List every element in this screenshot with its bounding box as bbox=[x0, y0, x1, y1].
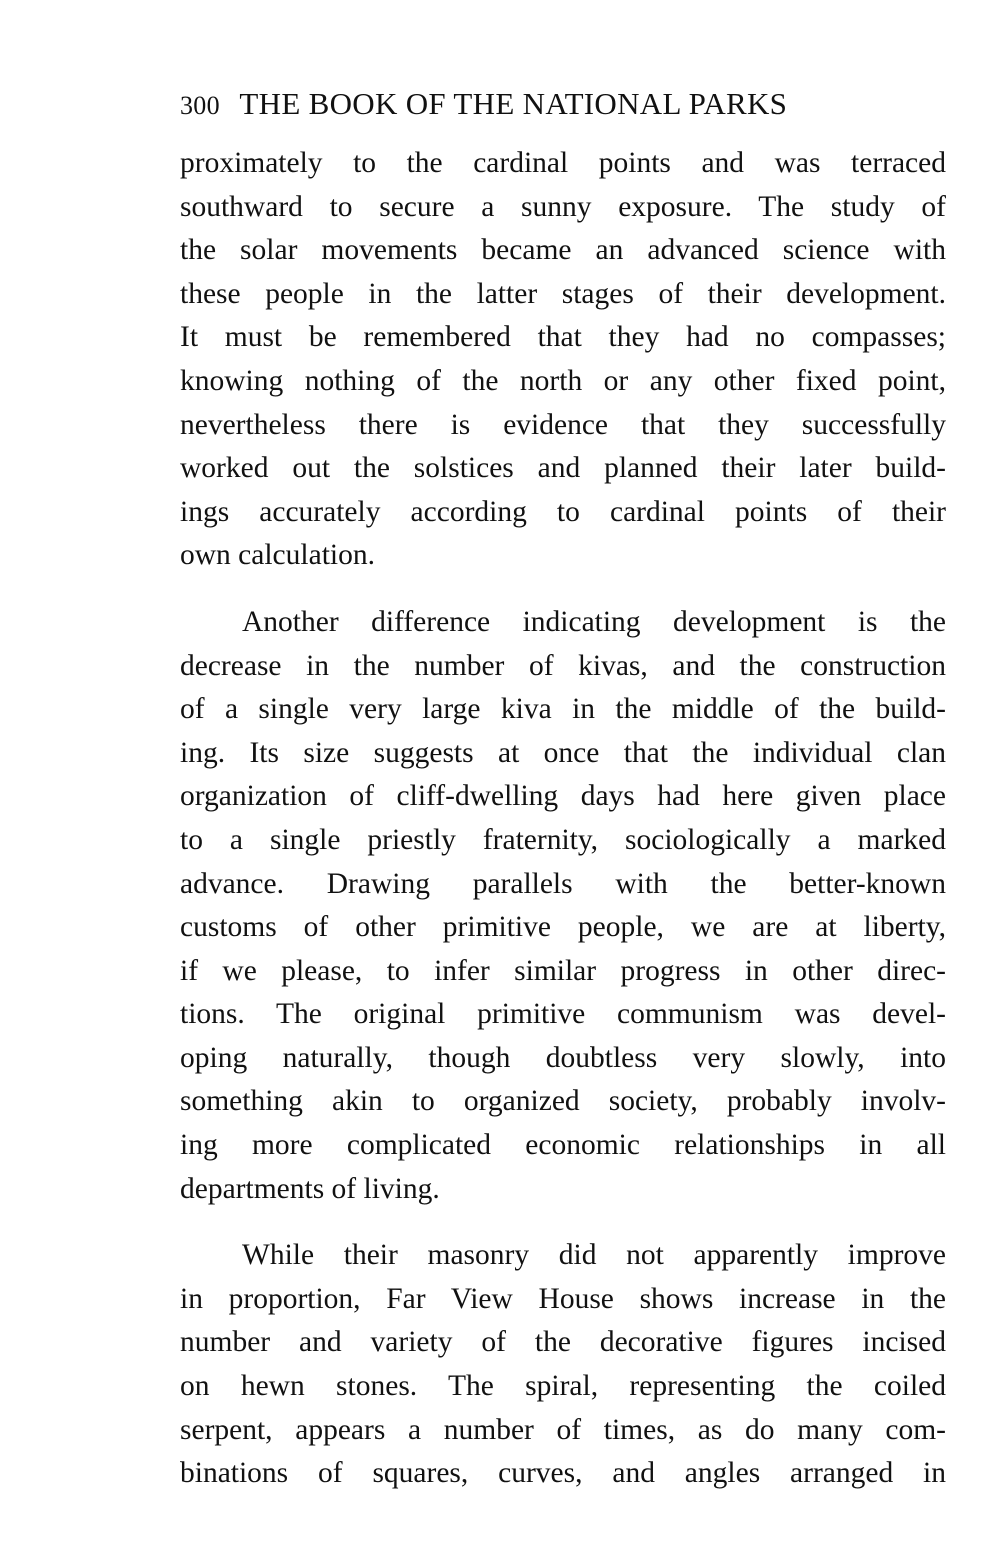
text-line: of a single very large kiva in the middle of the build- bbox=[180, 693, 946, 726]
running-header bbox=[180, 86, 946, 122]
text-line: It must be remembered that they had no compasses; bbox=[180, 321, 946, 354]
page-number: 300 bbox=[180, 91, 220, 120]
page-body bbox=[180, 142, 946, 1496]
text-line: While their masonry did not apparently improve bbox=[242, 1239, 946, 1272]
text-line: advance. Drawing parallels with the better-known bbox=[180, 867, 946, 900]
text-line: nevertheless there is evidence that they successfully bbox=[180, 408, 946, 441]
text-line: organization of cliff-dwelling days had here given place bbox=[180, 780, 946, 813]
text-line: the solar movements became an advanced science with bbox=[180, 234, 946, 267]
text-line: in proportion, Far View House shows increase in the bbox=[180, 1282, 946, 1315]
text-line: Another difference indicating development is the bbox=[242, 605, 946, 638]
text-line: to a single priestly fraternity, sociologically a marked bbox=[180, 823, 946, 856]
text-line: worked out the solstices and planned their later build- bbox=[180, 452, 946, 485]
text-line: oping naturally, though doubtless very slowly, into bbox=[180, 1041, 946, 1074]
text-line: ing more complicated economic relationships in all bbox=[180, 1129, 946, 1162]
paragraph-1 bbox=[180, 142, 946, 578]
text-line: ing. Its size suggests at once that the individual clan bbox=[180, 736, 946, 769]
running-title: THE BOOK OF THE NATIONAL PARKS bbox=[239, 86, 788, 121]
text-line: on hewn stones. The spiral, representing the coiled bbox=[180, 1370, 946, 1403]
text-line: own calculation. bbox=[180, 539, 375, 572]
text-line: tions. The original primitive communism was devel- bbox=[180, 998, 946, 1031]
paragraph-2 bbox=[180, 601, 946, 1211]
text-line: ings accurately according to cardinal points of their bbox=[180, 495, 946, 528]
text-line: something akin to organized society, probably involv- bbox=[180, 1085, 946, 1118]
text-line: decrease in the number of kivas, and the construction bbox=[180, 649, 946, 682]
text-line: these people in the latter stages of their development. bbox=[180, 277, 946, 310]
text-line: proximately to the cardinal points and was terraced bbox=[180, 147, 946, 179]
text-line: binations of squares, curves, and angles arranged in bbox=[180, 1457, 946, 1490]
text-line: customs of other primitive people, we are at liberty, bbox=[180, 911, 946, 944]
paragraph-3 bbox=[180, 1234, 946, 1496]
text-line: knowing nothing of the north or any other fixed point, bbox=[180, 364, 946, 397]
text-line: serpent, appears a number of times, as do many com- bbox=[180, 1413, 946, 1446]
text-line: southward to secure a sunny exposure. The study of bbox=[180, 190, 946, 223]
text-line: number and variety of the decorative figures incised bbox=[180, 1326, 946, 1359]
text-line: if we please, to infer similar progress in other direc- bbox=[180, 954, 946, 987]
text-line: departments of living. bbox=[180, 1172, 440, 1205]
